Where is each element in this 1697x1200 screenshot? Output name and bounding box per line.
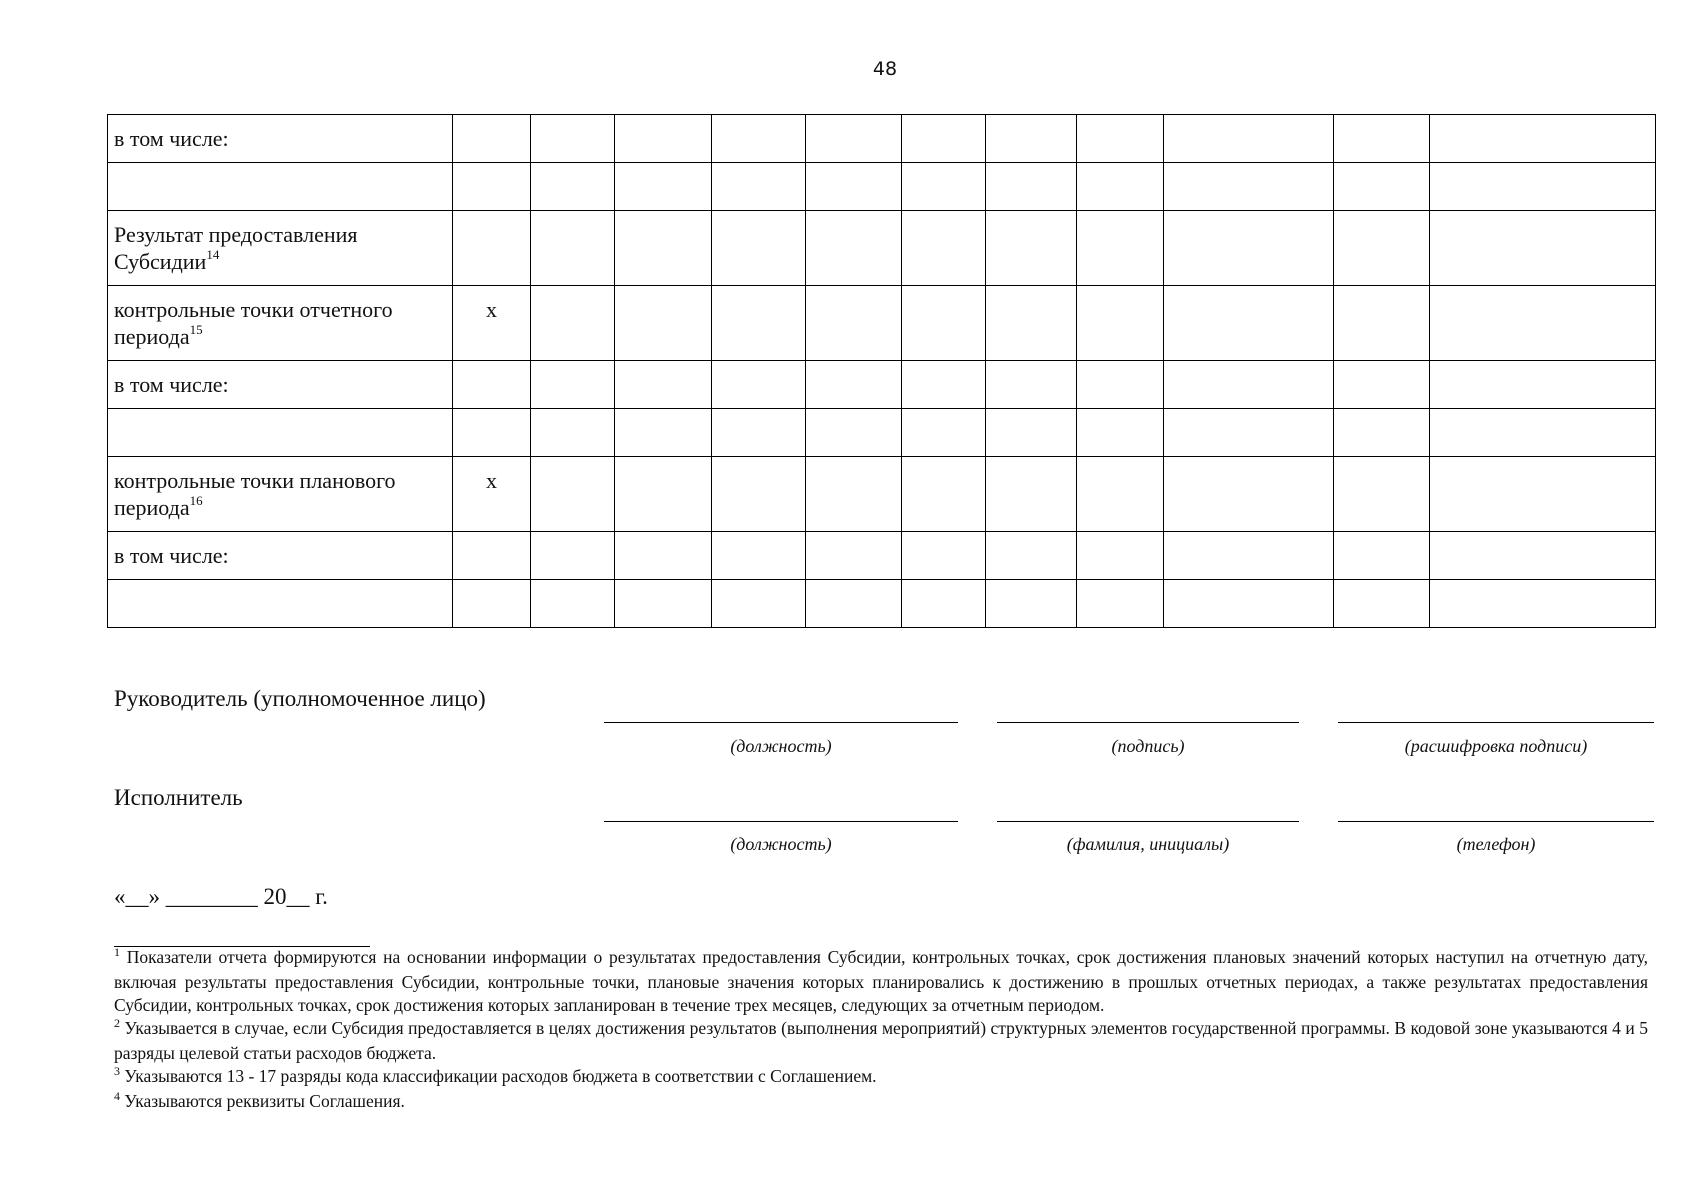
empty-cell[interactable] — [902, 532, 986, 580]
empty-cell[interactable] — [1164, 163, 1334, 211]
empty-cell[interactable] — [531, 409, 615, 457]
empty-cell[interactable] — [1164, 532, 1334, 580]
footnote-number: 3 — [114, 1064, 120, 1078]
empty-cell[interactable] — [806, 580, 902, 628]
footnote-number: 1 — [114, 945, 120, 959]
empty-cell[interactable] — [712, 409, 806, 457]
empty-cell[interactable] — [1334, 580, 1430, 628]
head-name-caption: (расшифровка подписи) — [1404, 736, 1588, 756]
footnote-text: Указываются реквизиты Соглашения. — [124, 1091, 405, 1111]
empty-cell[interactable] — [1334, 163, 1430, 211]
empty-cell[interactable] — [1077, 361, 1164, 409]
empty-cell[interactable] — [1334, 532, 1430, 580]
empty-cell[interactable] — [615, 361, 712, 409]
empty-cell[interactable] — [615, 115, 712, 163]
footnote-ref: 14 — [206, 247, 220, 262]
footnote-number: 2 — [114, 1016, 120, 1030]
empty-cell[interactable] — [712, 211, 806, 286]
empty-cell[interactable] — [1430, 457, 1656, 532]
empty-cell[interactable] — [615, 286, 712, 361]
mark-cell[interactable] — [453, 211, 531, 286]
empty-cell[interactable] — [1334, 115, 1430, 163]
empty-cell[interactable] — [986, 211, 1077, 286]
empty-cell[interactable] — [1077, 532, 1164, 580]
empty-cell[interactable] — [1164, 361, 1334, 409]
mark-cell[interactable] — [453, 409, 531, 457]
empty-cell[interactable] — [806, 115, 902, 163]
empty-cell[interactable] — [806, 286, 902, 361]
empty-cell[interactable] — [806, 163, 902, 211]
empty-cell[interactable] — [1164, 211, 1334, 286]
date-line: «__» ________ 20__ г. — [114, 884, 328, 909]
mark-cell[interactable] — [453, 532, 531, 580]
row-label: контрольные точки отчетного периода — [114, 297, 393, 349]
mark-cell[interactable] — [453, 163, 531, 211]
empty-cell[interactable] — [1334, 211, 1430, 286]
row-label: в том числе: — [114, 372, 229, 397]
empty-cell[interactable] — [712, 115, 806, 163]
empty-cell[interactable] — [615, 163, 712, 211]
table-row — [108, 580, 1656, 628]
empty-cell[interactable] — [531, 532, 615, 580]
row-label: в том числе: — [114, 543, 229, 568]
empty-cell[interactable] — [531, 286, 615, 361]
empty-cell[interactable] — [1077, 115, 1164, 163]
empty-cell[interactable] — [1077, 286, 1164, 361]
table-row — [108, 163, 1656, 211]
empty-cell[interactable] — [1430, 361, 1656, 409]
empty-cell[interactable] — [902, 286, 986, 361]
table-row — [108, 361, 1656, 409]
empty-cell[interactable] — [1164, 580, 1334, 628]
footnote-2 — [114, 1017, 1648, 1065]
empty-cell[interactable] — [1430, 409, 1656, 457]
empty-cell[interactable] — [806, 409, 902, 457]
empty-cell[interactable] — [712, 457, 806, 532]
empty-cell[interactable] — [712, 580, 806, 628]
executor-position-line[interactable] — [604, 821, 958, 822]
footnote-4 — [114, 1090, 1648, 1115]
footnote-ref: 16 — [189, 493, 203, 508]
table-row — [108, 532, 1656, 580]
empty-cell[interactable] — [986, 409, 1077, 457]
empty-cell[interactable] — [1164, 409, 1334, 457]
empty-cell[interactable] — [902, 409, 986, 457]
empty-cell[interactable] — [712, 532, 806, 580]
empty-cell[interactable] — [712, 286, 806, 361]
row-label-cell[interactable] — [108, 409, 453, 457]
empty-cell[interactable] — [1430, 163, 1656, 211]
mark-cell[interactable] — [453, 361, 531, 409]
empty-cell[interactable] — [986, 163, 1077, 211]
row-label-cell[interactable] — [108, 286, 453, 361]
executor-phone-caption: (телефон) — [1456, 834, 1536, 854]
empty-cell[interactable] — [1164, 286, 1334, 361]
empty-cell[interactable] — [1430, 115, 1656, 163]
empty-cell[interactable] — [1430, 211, 1656, 286]
row-label: в том числе: — [114, 126, 229, 151]
empty-cell[interactable] — [531, 163, 615, 211]
empty-cell[interactable] — [902, 211, 986, 286]
footnote-text: Указываются 13 - 17 разряды кода классификации расходов бюджета в соответствии с Соглашением. — [124, 1066, 877, 1086]
table-row — [108, 211, 1656, 286]
empty-cell[interactable] — [1077, 163, 1164, 211]
row-label-cell[interactable] — [108, 211, 453, 286]
row-label-cell[interactable] — [108, 115, 453, 163]
empty-cell[interactable] — [902, 361, 986, 409]
executor-phone-line[interactable] — [1338, 821, 1654, 822]
empty-cell[interactable] — [1164, 115, 1334, 163]
empty-cell[interactable] — [986, 580, 1077, 628]
empty-cell[interactable] — [531, 580, 615, 628]
empty-cell[interactable] — [986, 286, 1077, 361]
empty-cell[interactable] — [986, 361, 1077, 409]
executor-name-caption: (фамилия, инициалы) — [1066, 834, 1230, 854]
footnote-1 — [114, 946, 1648, 1017]
footnote-3 — [114, 1065, 1648, 1090]
empty-cell[interactable] — [902, 115, 986, 163]
empty-cell[interactable] — [531, 115, 615, 163]
table-row — [108, 457, 1656, 532]
empty-cell[interactable] — [1334, 409, 1430, 457]
table-row — [108, 286, 1656, 361]
empty-cell[interactable] — [902, 580, 986, 628]
head-signature-caption: (подпись) — [1111, 736, 1185, 756]
empty-cell[interactable] — [1077, 409, 1164, 457]
row-label-cell[interactable] — [108, 532, 453, 580]
row-label-cell[interactable] — [108, 361, 453, 409]
row-label-cell[interactable] — [108, 457, 453, 532]
empty-cell[interactable] — [986, 457, 1077, 532]
empty-cell[interactable] — [1334, 286, 1430, 361]
empty-cell[interactable] — [902, 163, 986, 211]
empty-cell[interactable] — [1430, 286, 1656, 361]
empty-cell[interactable] — [615, 532, 712, 580]
footnote-text: Показатели отчета формируются на основании информации о результатах предоставления Субсидии, контрольных точках, срок достижения плановых значений которых наступил на отчетную дату, включая результаты предоставления Субсидии, контрольные точки, плановые значения которых планировались к достижению в прошлых отчетных периодах, а также результатах предоставления Субсидии, контрольных точках, срок достижения которых запланирован в течение трех месяцев, следующих за отчетным периодом. — [114, 947, 1648, 1015]
empty-cell[interactable] — [712, 361, 806, 409]
report-table — [107, 114, 1656, 628]
empty-cell[interactable] — [902, 457, 986, 532]
empty-cell[interactable] — [986, 115, 1077, 163]
empty-cell[interactable] — [1430, 580, 1656, 628]
mark-cell[interactable] — [453, 115, 531, 163]
empty-cell[interactable] — [1334, 361, 1430, 409]
executor-position-caption: (должность) — [730, 834, 832, 854]
empty-cell[interactable] — [1077, 580, 1164, 628]
footnote-ref: 15 — [189, 322, 203, 337]
empty-cell[interactable] — [531, 457, 615, 532]
footnotes — [114, 946, 1648, 1115]
empty-cell[interactable] — [615, 211, 712, 286]
empty-cell[interactable] — [806, 361, 902, 409]
empty-cell[interactable] — [531, 361, 615, 409]
empty-cell[interactable] — [615, 457, 712, 532]
executor-label: Исполнитель — [114, 785, 243, 810]
mark-cell[interactable] — [453, 457, 531, 532]
empty-cell[interactable] — [806, 457, 902, 532]
empty-cell[interactable] — [1077, 211, 1164, 286]
row-label-cell[interactable] — [108, 580, 453, 628]
row-label: Результат предоставления Субсидии — [114, 222, 358, 274]
mark-x: x — [486, 468, 497, 493]
head-label: Руководитель (уполномоченное лицо) — [114, 686, 486, 711]
footnote-number: 4 — [114, 1089, 120, 1103]
mark-cell[interactable] — [453, 580, 531, 628]
empty-cell[interactable] — [1430, 532, 1656, 580]
row-label-cell[interactable] — [108, 163, 453, 211]
empty-cell[interactable] — [615, 580, 712, 628]
row-label: контрольные точки планового периода — [114, 468, 396, 520]
footnote-text: Указывается в случае, если Субсидия предоставляется в целях достижения результатов (выполнения мероприятий) структурных элементов государственной программы. В кодовой зоне указываются 4 и 5 разряды целевой статьи расходов бюджета. — [114, 1018, 1649, 1063]
page-number: 48 — [872, 58, 898, 80]
empty-cell[interactable] — [1334, 457, 1430, 532]
mark-cell[interactable] — [453, 286, 531, 361]
empty-cell[interactable] — [1164, 457, 1334, 532]
head-signature-line[interactable] — [997, 722, 1299, 723]
empty-cell[interactable] — [712, 163, 806, 211]
empty-cell[interactable] — [806, 532, 902, 580]
empty-cell[interactable] — [806, 211, 902, 286]
mark-x: x — [486, 297, 497, 322]
empty-cell[interactable] — [1077, 457, 1164, 532]
head-position-caption: (должность) — [730, 736, 832, 756]
empty-cell[interactable] — [986, 532, 1077, 580]
head-position-line[interactable] — [604, 722, 958, 723]
empty-cell[interactable] — [615, 409, 712, 457]
table-row — [108, 409, 1656, 457]
table-row — [108, 115, 1656, 163]
executor-name-line[interactable] — [997, 821, 1299, 822]
empty-cell[interactable] — [531, 211, 615, 286]
head-name-line[interactable] — [1338, 722, 1654, 723]
